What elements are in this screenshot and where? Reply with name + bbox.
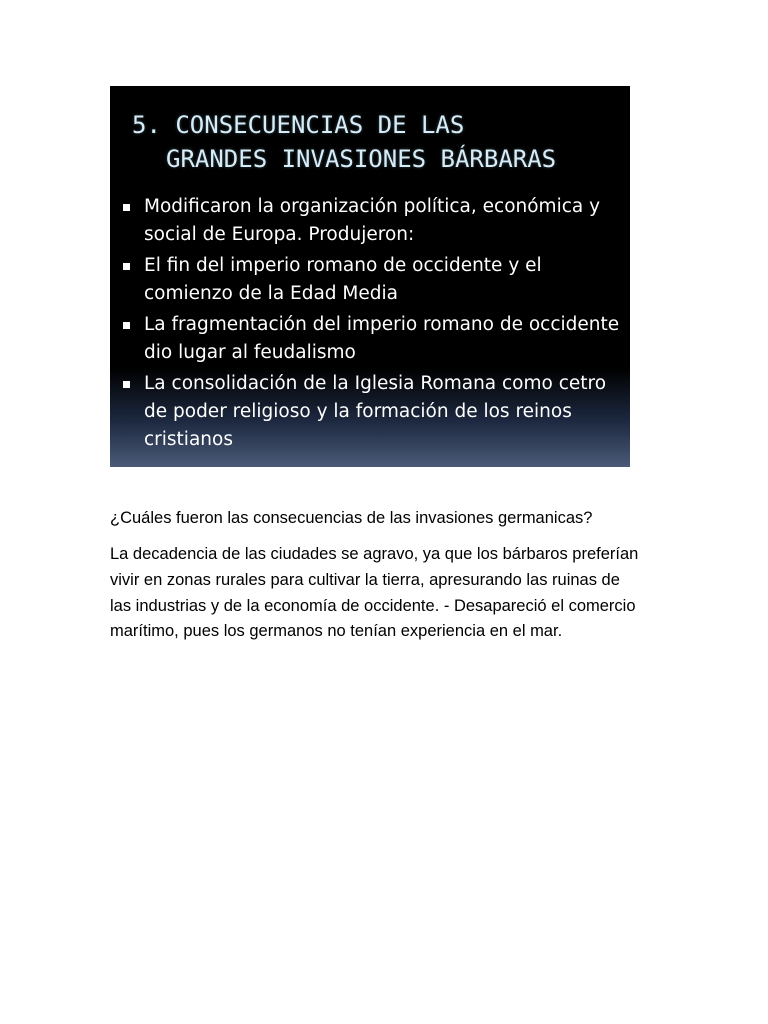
slide-bullet-item [121, 193, 621, 249]
question-text: ¿Cuáles fueron las consecuencias de las invasiones germanicas? [110, 509, 593, 527]
slide-bullet-item [121, 370, 621, 454]
answer-text: La decadencia de las ciudades se agravo, ya que los bárbaros preferían vivir en zonas rurales para cultivar la tierra, apresurando las ruinas de las industrias y de la economía de occidente. - Desapareció el comercio marítimo, pues los germanos no tenían experiencia en el mar. [110, 545, 639, 641]
square-bullet-icon [123, 322, 130, 329]
slide-bullet-list [121, 193, 621, 457]
slide-bullet-text: La fragmentación del imperio romano de occidente dio lugar al feudalismo [144, 314, 620, 363]
square-bullet-icon [123, 263, 130, 270]
slide-bullet-item [121, 311, 621, 367]
slide-image [110, 86, 630, 467]
slide-title [132, 108, 556, 176]
slide-bullet-text: La consolidación de la Iglesia Romana como cetro de poder religioso y la formación de los reinos cristianos [144, 373, 607, 450]
square-bullet-icon [123, 381, 130, 388]
slide-title-line-2: GRANDES INVASIONES BÁRBARAS [166, 145, 557, 173]
slide-title-line-1: 5. CONSECUENCIAS DE LAS [132, 111, 465, 139]
slide-bullet-text: El fin del imperio romano de occidente y el comienzo de la Edad Media [144, 255, 542, 304]
document-body [110, 505, 670, 645]
slide-bullet-item [121, 252, 621, 308]
slide-bullet-text: Modificaron la organización política, económica y social de Europa. Produjeron: [144, 196, 601, 245]
square-bullet-icon [123, 204, 130, 211]
